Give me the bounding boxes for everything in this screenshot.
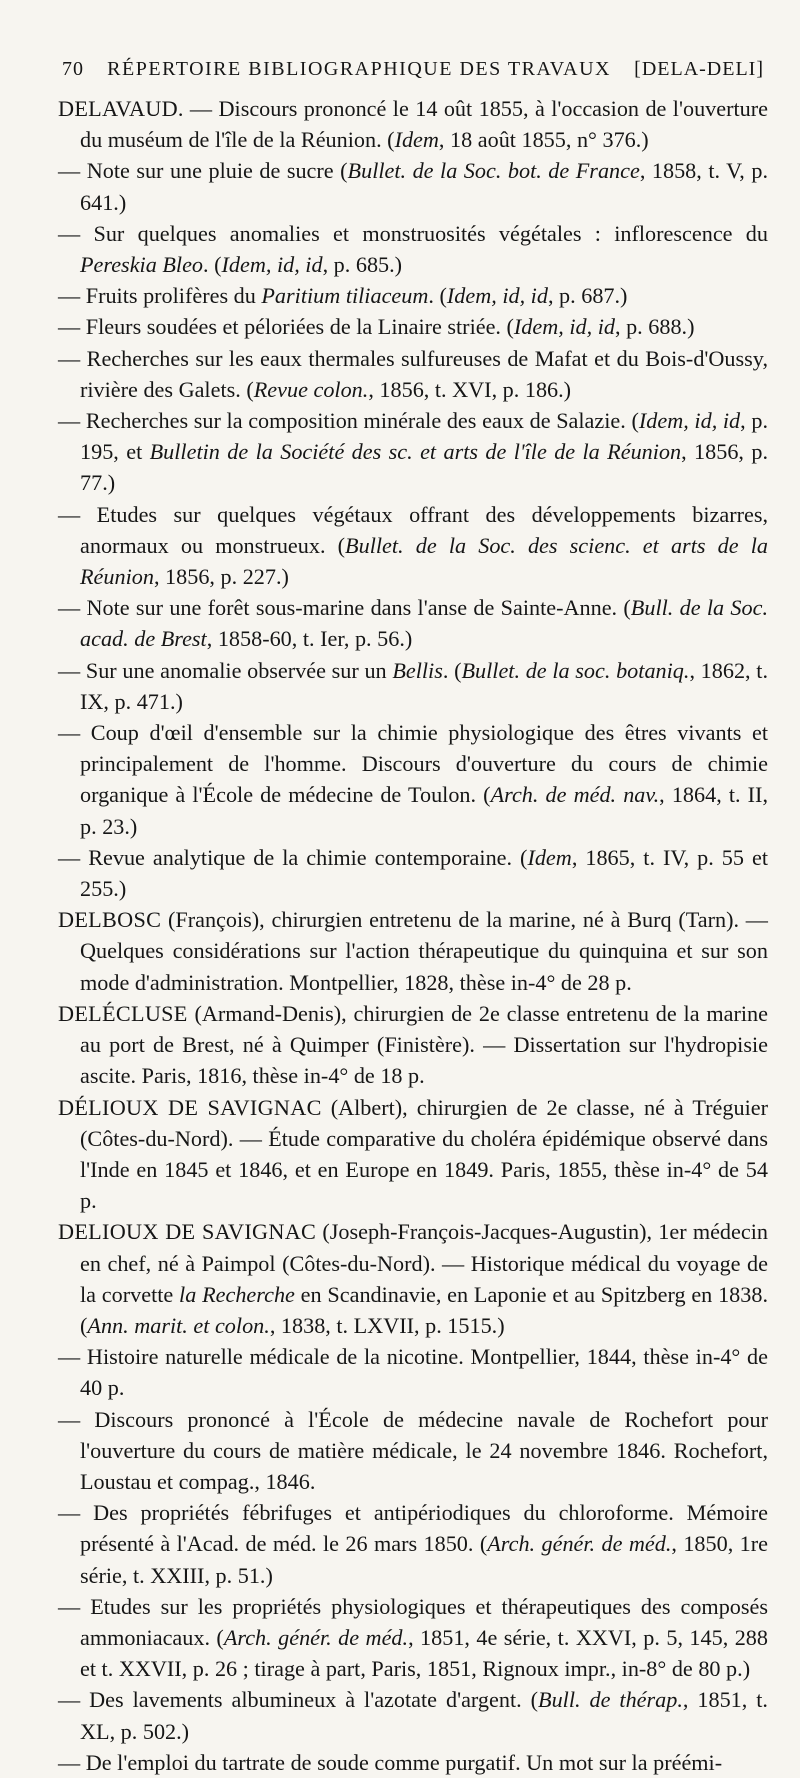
bibliography-entry [58, 499, 768, 593]
citation-italic: Idem, id, id [638, 408, 741, 434]
entry-text: — Coup d'œil d'ensemble sur la chimie physiologique des êtres vivants et principalement de l'homme. Discours d'ouverture du cours de chimie organique à l'École de médecine de Toulon. ( [58, 720, 768, 808]
entry-text: , 1850, 1re série, t. XXIII, p. 51.) [80, 1531, 768, 1588]
bibliography-entry [58, 1341, 768, 1403]
entry-text: en Scandinavie, en Laponie et au Spitzberg en 1838. ( [80, 1281, 768, 1338]
citation-italic: Bullet. de la soc. botaniq. [461, 657, 690, 683]
entry-text: , 1864, t. II, p. 23.) [80, 782, 768, 839]
author-name: DÉLIOUX DE SAVIGNAC [58, 1094, 322, 1120]
entry-text: — Des lavements albumineux à l'azotate d'argent. ( [58, 1687, 539, 1713]
citation-italic: Paritium tiliaceum [261, 283, 429, 309]
bibliography-entry [58, 1747, 768, 1778]
entry-text: — Des propriétés fébrifuges et antipériodiques du chloroforme. Mémoire présenté à l'Acad. de méd. le 26 mars 1850. ( [58, 1500, 768, 1557]
entry-text: . ( [442, 657, 462, 683]
bibliography-entry [58, 1092, 768, 1217]
entry-text: , 1851, 4e série, t. XXVI, p. 5, 145, 288 et t. XXVII, p. 26 ; tirage à part, Paris, 1851, Rignoux impr., in-8° de 80 p.) [80, 1624, 768, 1682]
citation-italic: Bull. de thérap. [538, 1687, 683, 1713]
bibliography-entry [58, 655, 768, 717]
entry-text: , p. 685.) [322, 252, 403, 278]
entry-text: — Note sur une forêt sous-marine dans l'anse de Sainte-Anne. ( [58, 595, 631, 621]
entry-text: , 1858-60, t. Ier, p. 56.) [206, 626, 413, 652]
entry-text: — Fruits prolifères du [58, 283, 262, 309]
citation-italic: Bullet. de la Soc. bot. de France [347, 158, 640, 184]
entry-text: , 1851, t. XL, p. 502.) [80, 1687, 768, 1744]
entry-text: — Fleurs soudées et péloriées de la Linaire striée. ( [58, 314, 514, 340]
entry-text: (Joseph-François-Jacques-Augustin), 1er médecin en chef, né à Paimpol (Côtes-du-Nord). — Historique médical du voyage de la corvette [80, 1219, 768, 1307]
author-name: DELÉCLUSE [58, 1000, 188, 1026]
bibliography-entry [58, 842, 768, 904]
entry-text: , 1856, p. 227.) [153, 564, 289, 590]
bibliography-entry [58, 904, 768, 998]
bibliography-entry [58, 311, 768, 342]
entry-text: (Albert), chirurgien de 2e classe, né à Tréguier (Côtes-du-Nord). — Étude comparative du choléra épidémique observé dans l'Inde en 1845 et 1846, et en Europe en 1849. Paris, 1855, thèse in-4° de 54 p. [80, 1094, 768, 1214]
citation-italic: Arch. génér. de méd. [223, 1624, 409, 1650]
entry-text: . ( [203, 252, 222, 278]
entry-text: (Armand-Denis), chirurgien de 2e classe entretenu de la marine au port de Brest, né à Quimper (Finistère). — Dissertation sur l'hydropisie ascite. Paris, 1816, thèse in-4° de 18 p. [80, 1000, 768, 1089]
citation-italic: Bellis [392, 657, 443, 683]
citation-italic: Idem, id, id [513, 314, 615, 340]
page-header [62, 58, 764, 81]
entry-text: — Etudes sur les propriétés physiologiques et thérapeutiques des composés ammoniacaux. ( [58, 1593, 768, 1650]
citation-italic: Bullet. de la Soc. des scienc. et arts de la Réunion [80, 532, 768, 590]
entry-text: (François), chirurgien entretenu de la marine, né à Burq (Tarn). — Quelques considérations sur l'action thérapeutique du quinquina et sur son mode d'administration. Montpellier, 1828, thèse in-4° de 28 p. [80, 907, 768, 995]
author-name: DELIOUX DE SAVIGNAC [58, 1219, 317, 1245]
bibliography-entry [58, 155, 768, 217]
entry-text: . — Discours prononcé le 14 oût 1855, à l'occasion de l'ouverture du muséum de l'île de la Réunion. ( [80, 96, 768, 153]
section-range: [DELA-DELI] [634, 58, 764, 80]
running-title: RÉPERTOIRE BIBLIOGRAPHIQUE DES TRAVAUX [107, 58, 611, 80]
citation-italic: Bull. de la Soc. acad. de Brest [80, 595, 768, 652]
bibliography-entry [58, 717, 768, 842]
entry-text: — Recherches sur la composition minérale des eaux de Salazie. ( [58, 408, 639, 434]
entry-text: , 18 août 1855, n° 376.) [438, 127, 649, 153]
citation-italic: Idem, id, id [446, 283, 548, 309]
citation-italic: Arch. génér. de méd. [487, 1531, 672, 1557]
entry-text: — Revue analytique de la chimie contemporaine. ( [58, 844, 528, 870]
bibliography-entry [58, 343, 768, 405]
entry-text: . ( [428, 283, 447, 309]
bibliography-entry [58, 1684, 768, 1746]
bibliography-entry [58, 280, 768, 311]
entry-text: — Discours prononcé à l'École de médecine navale de Rochefort pour l'ouverture du cours de matière médicale, le 24 novembre 1846. Rochefort, Loustau et compag., 1846. [58, 1406, 768, 1494]
entry-text: , 1858, t. V, p. 641.) [80, 158, 768, 215]
bibliography-entry [58, 405, 768, 499]
citation-italic: Bulletin de la Société des sc. et arts de l'île de la Réunion [149, 439, 682, 465]
bibliography-entry [58, 93, 768, 155]
bibliography-entry [58, 1404, 768, 1498]
author-name: DELAVAUD [58, 96, 178, 121]
entry-text: — Histoire naturelle médicale de la nicotine. Montpellier, 1844, thèse in-4° de 40 p. [58, 1344, 768, 1401]
citation-italic: Pereskia Bleo [80, 252, 204, 278]
entry-text: , p. 195, et [80, 408, 769, 465]
bibliography-entry [58, 998, 768, 1092]
entry-text: — Etudes sur quelques végétaux offrant des développements bizarres, anormaux ou monstrueux. ( [58, 501, 768, 558]
citation-italic: Arch. de méd. nav. [490, 782, 660, 808]
entry-text: , 1856, t. XVI, p. 186.) [368, 376, 572, 402]
entry-text: — De l'emploi du tartrate de soude comme purgatif. Un mot sur la préémi- [58, 1749, 723, 1775]
entry-text: , p. 687.) [547, 283, 628, 309]
citation-italic: Idem, id, id [221, 252, 323, 278]
citation-italic: Ann. marit. et colon. [87, 1312, 270, 1338]
bibliography-entry [58, 1591, 768, 1685]
entry-text: , 1838, t. LXVII, p. 1515.) [269, 1312, 505, 1338]
entry-text: , 1865, t. IV, p. 55 et 255.) [80, 844, 768, 902]
entry-text: — Sur quelques anomalies et monstruosités végétales : inflorescence du [58, 220, 768, 246]
entry-text: , 1856, p. 77.) [80, 439, 768, 496]
entry-text: , 1862, t. IX, p. 471.) [80, 657, 768, 714]
bibliography-entry [58, 1497, 768, 1591]
citation-italic: la Recherche [179, 1281, 295, 1307]
bibliography-entry [58, 218, 768, 280]
bibliography-body [58, 93, 768, 1778]
citation-italic: Idem [527, 844, 572, 870]
citation-italic: Revue colon. [253, 376, 369, 402]
entry-text: , p. 688.) [614, 314, 695, 340]
bibliography-entry [58, 1216, 768, 1341]
entry-text: — Note sur une pluie de sucre ( [58, 158, 348, 184]
citation-italic: Idem [394, 127, 439, 153]
entry-text: — Sur une anomalie observée sur un [58, 657, 393, 683]
page-number: 70 [62, 58, 84, 80]
entry-text: — Recherches sur les eaux thermales sulfureuses de Mafat et du Bois-d'Oussy, rivière des Galets. ( [58, 345, 768, 402]
author-name: DELBOSC [58, 907, 162, 933]
bibliography-entry [58, 592, 768, 654]
